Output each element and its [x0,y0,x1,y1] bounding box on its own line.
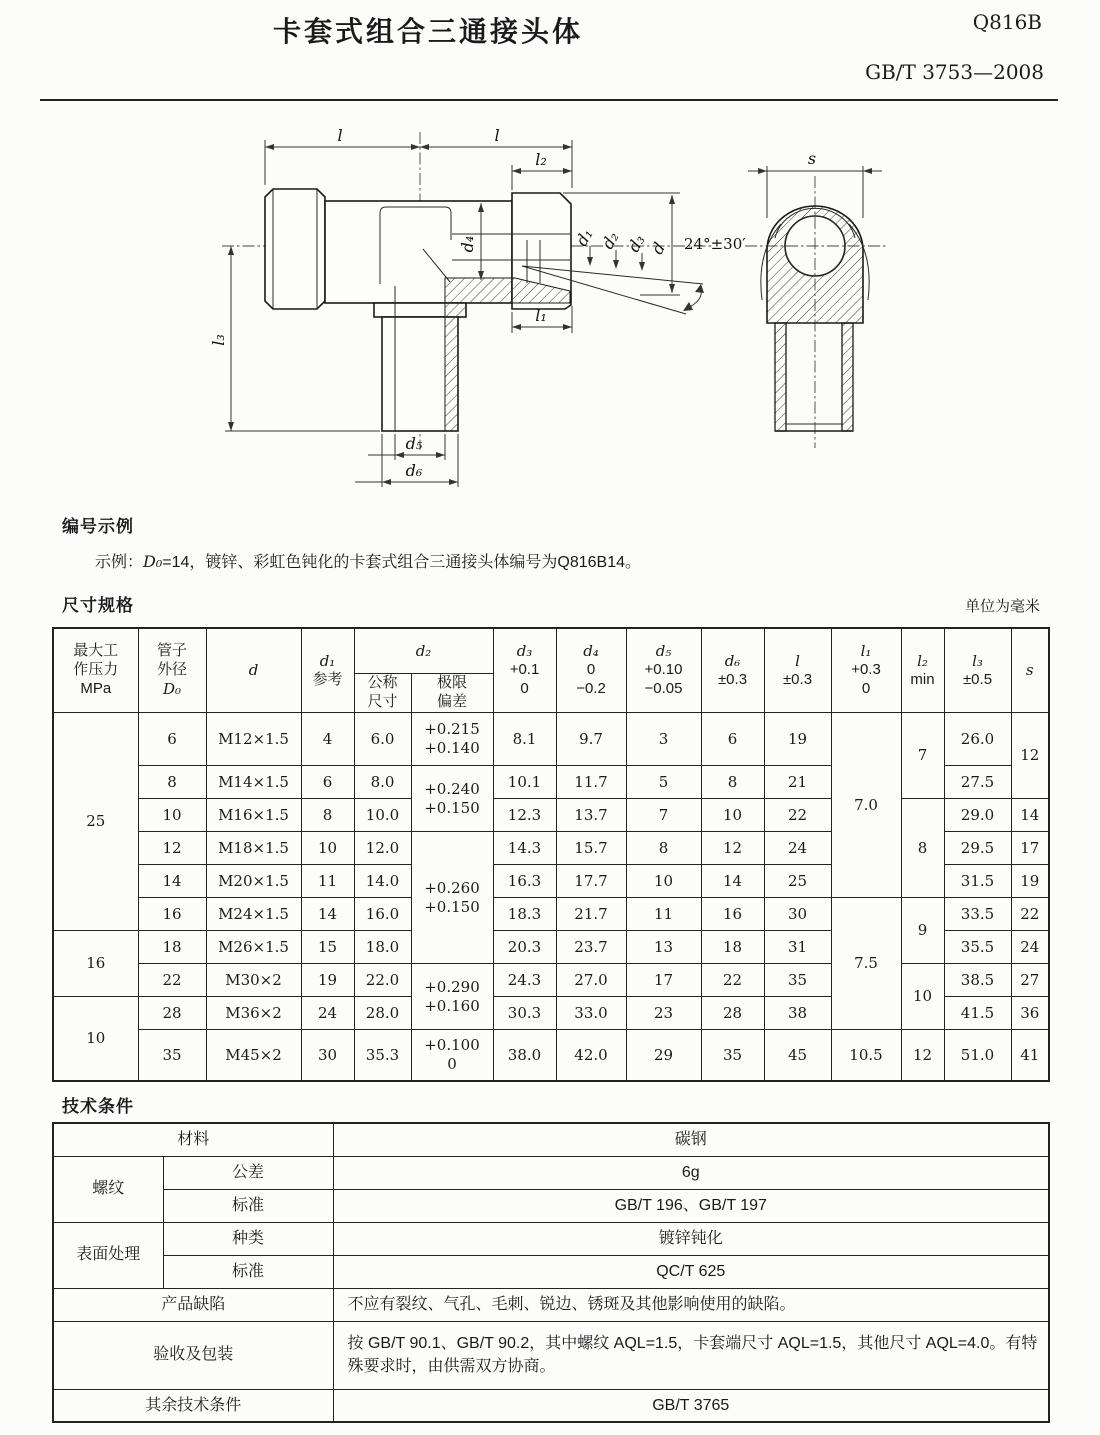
page-title: 卡套式组合三通接头体 [272,16,584,47]
tech-row-thread-tolerance [53,1156,1049,1189]
cell-l: 25 [764,865,831,898]
value-other-conditions: GB/T 3765 [333,1389,1049,1422]
dim-label-l-right: l [494,126,500,145]
col-header-d5: d₅ +0.10 −0.05 [626,628,701,713]
dim-label-d5: d₅ [405,434,423,453]
tech-conditions-heading: 技术条件 [62,1097,134,1116]
dim-label-l3: l₃ [209,334,228,346]
cell-l: 45 [764,1030,831,1082]
dim-label-d6: d₆ [405,461,423,480]
cell-d3: 8.1 [493,713,556,766]
cell-d4: 23.7 [556,931,626,964]
cell-l1: 7.5 [831,898,901,1030]
cell-d1: 8 [301,799,354,832]
cell-d: M30×2 [206,964,301,997]
dim-label-d: d [647,239,670,258]
dim-label-d1: d₁ [571,225,597,250]
cell-l3: 41.5 [944,997,1011,1030]
cell-d2-dev: +0.215 +0.140 [411,713,493,766]
cell-d6: 28 [701,997,764,1030]
left-nut [265,189,325,309]
numbering-example-heading: 编号示例 [62,517,134,536]
cell-d1: 4 [301,713,354,766]
cell-l: 38 [764,997,831,1030]
cell-d4: 9.7 [556,713,626,766]
cell-d1: 30 [301,1030,354,1082]
cell-d5: 8 [626,832,701,865]
value-product-defects: 不应有裂纹、气孔、毛刺、锐边、锈斑及其他影响使用的缺陷。 [333,1288,1049,1321]
side-view [745,149,888,448]
header-rule [40,99,1058,101]
cell-d2-nom: 6.0 [354,713,411,766]
cell-d1: 10 [301,832,354,865]
col-header-l1: l₁ +0.3 0 [831,628,901,713]
cell-d1: 15 [301,931,354,964]
example-body: =14，镀锌、彩虹色钝化的卡套式组合三通接头体编号为Q816B14。 [162,554,642,571]
cell-d1: 19 [301,964,354,997]
cell-d4: 11.7 [556,766,626,799]
cell-l: 19 [764,713,831,766]
cell-d: M24×1.5 [206,898,301,931]
cell-l: 24 [764,832,831,865]
cell-d6: 12 [701,832,764,865]
col-header-d3: d₃ +0.1 0 [493,628,556,713]
cell-d5: 29 [626,1030,701,1082]
cell-s: 19 [1011,865,1049,898]
cell-d: M45×2 [206,1030,301,1082]
cell-d0: 10 [138,799,206,832]
cell-d0: 35 [138,1030,206,1082]
value-material: 碳钢 [333,1123,1049,1156]
tech-row-surface-type [53,1222,1049,1255]
cell-d3: 20.3 [493,931,556,964]
cell-s: 41 [1011,1030,1049,1082]
col-header-l2: l₂ min [901,628,944,713]
cell-d2-dev: +0.260 +0.150 [411,832,493,964]
cell-d5: 11 [626,898,701,931]
label-thread-standard: 标准 [163,1189,333,1222]
cell-d4: 33.0 [556,997,626,1030]
cell-l: 22 [764,799,831,832]
cell-d4: 17.7 [556,865,626,898]
cell-d2-nom: 35.3 [354,1030,411,1082]
spec-row [53,713,1049,766]
dim-label-d2: d₂ [597,228,623,253]
cell-d0: 6 [138,713,206,766]
label-type: 种类 [163,1222,333,1255]
cell-s: 17 [1011,832,1049,865]
col-header-d: d [206,628,301,713]
cell-d1: 6 [301,766,354,799]
cell-d1: 24 [301,997,354,1030]
cell-d0: 12 [138,832,206,865]
cell-d2-nom: 16.0 [354,898,411,931]
cell-d5: 3 [626,713,701,766]
cell-l2: 7 [901,713,944,799]
cell-d0: 8 [138,766,206,799]
cell-d4: 21.7 [556,898,626,931]
cell-s: 12 [1011,713,1049,799]
cell-d5: 5 [626,766,701,799]
label-tolerance: 公差 [163,1156,333,1189]
tech-row-surface-standard [53,1255,1049,1288]
value-inspection-packing: 按 GB/T 90.1、GB/T 90.2，其中螺纹 AQL=1.5，卡套端尺寸 AQL=1.5，其他尺寸 AQL=4.0。有特殊要求时，由供需双方协商。 [333,1321,1049,1389]
value-surface-standard: QC/T 625 [333,1255,1049,1288]
label-other-conditions: 其余技术条件 [53,1389,333,1422]
cell-d2-dev: +0.100 0 [411,1030,493,1082]
cell-d: M18×1.5 [206,832,301,865]
cell-l3: 29.0 [944,799,1011,832]
cell-d3: 30.3 [493,997,556,1030]
main-view [222,132,746,450]
col-header-d0: 管子 外径 D₀ [138,628,206,713]
cell-l2: 12 [901,1030,944,1082]
tech-row-thread-standard [53,1189,1049,1222]
cell-d2-nom: 14.0 [354,865,411,898]
cell-mpa: 16 [53,931,138,997]
label-product-defects: 产品缺陷 [53,1288,333,1321]
cell-d0: 16 [138,898,206,931]
part-code: Q816B [972,10,1042,34]
cell-s: 24 [1011,931,1049,964]
cell-d0: 14 [138,865,206,898]
cell-d4: 27.0 [556,964,626,997]
cell-mpa: 10 [53,997,138,1082]
tech-row-inspection [53,1321,1049,1389]
col-header-d2-deviation: 极限 偏差 [411,674,493,713]
cell-l2: 10 [901,964,944,1030]
cell-d1: 11 [301,865,354,898]
cell-d3: 14.3 [493,832,556,865]
value-thread-standard: GB/T 196、GB/T 197 [333,1189,1049,1222]
label-surface-standard: 标准 [163,1255,333,1288]
example-prefix: 示例： [95,554,144,571]
cell-d5: 17 [626,964,701,997]
label-inspection-packing: 验收及包装 [53,1321,333,1389]
cell-d: M12×1.5 [206,713,301,766]
cell-d6: 14 [701,865,764,898]
col-header-l: l ±0.3 [764,628,831,713]
cell-d6: 18 [701,931,764,964]
standard-number: GB/T 3753—2008 [865,60,1044,84]
cell-d3: 24.3 [493,964,556,997]
cell-d3: 38.0 [493,1030,556,1082]
col-header-mpa: 最大工 作压力 MPa [53,628,138,713]
dim-label-l2: l₂ [535,150,547,169]
cell-d2-nom: 18.0 [354,931,411,964]
section-hatch [445,278,570,431]
spec-table [52,627,1050,1082]
cell-s: 22 [1011,898,1049,931]
cell-d6: 16 [701,898,764,931]
col-header-d2: d₂ [354,628,493,674]
cell-d6: 22 [701,964,764,997]
cell-d0: 28 [138,997,206,1030]
cell-d: M20×1.5 [206,865,301,898]
cell-d4: 15.7 [556,832,626,865]
value-tolerance: 6g [333,1156,1049,1189]
cell-d3: 16.3 [493,865,556,898]
numbering-example-text [95,549,641,572]
cell-l3: 38.5 [944,964,1011,997]
cell-l2: 9 [901,898,944,964]
angle-label: 24°±30′ [684,235,746,253]
stem-wall-left [775,323,786,431]
cell-d3: 12.3 [493,799,556,832]
tech-row-defects [53,1288,1049,1321]
cell-d5: 7 [626,799,701,832]
spec-heading: 尺寸规格 [62,596,134,615]
cell-d: M36×2 [206,997,301,1030]
cell-l3: 31.5 [944,865,1011,898]
cell-d0: 22 [138,964,206,997]
cell-l3: 29.5 [944,832,1011,865]
dim-label-d3: d₃ [623,231,649,256]
cell-d2-nom: 10.0 [354,799,411,832]
cell-l2: 8 [901,799,944,898]
stem-wall-right [842,323,853,431]
cell-l3: 33.5 [944,898,1011,931]
col-header-d6: d₆ ±0.3 [701,628,764,713]
cell-d1: 14 [301,898,354,931]
col-header-d2-nominal: 公称 尺寸 [354,674,411,713]
cell-d6: 10 [701,799,764,832]
cell-d5: 23 [626,997,701,1030]
cell-d6: 6 [701,713,764,766]
dim-label-d4: d₄ [458,235,477,253]
cell-d6: 8 [701,766,764,799]
cell-d4: 42.0 [556,1030,626,1082]
spec-header-row-1 [53,628,1049,674]
cell-d2-dev: +0.240 +0.150 [411,766,493,832]
label-surface-treatment: 表面处理 [53,1222,163,1288]
dim-label-s: s [807,149,817,168]
example-symbol: D₀ [143,552,163,571]
cell-d: M26×1.5 [206,931,301,964]
cell-d5: 13 [626,931,701,964]
tech-row-other [53,1389,1049,1422]
cell-d3: 18.3 [493,898,556,931]
cell-d4: 13.7 [556,799,626,832]
cell-l: 31 [764,931,831,964]
col-header-l3: l₃ ±0.5 [944,628,1011,713]
tech-conditions-table [52,1122,1050,1423]
cell-s: 14 [1011,799,1049,832]
label-thread: 螺纹 [53,1156,163,1222]
cell-l: 30 [764,898,831,931]
spec-row [53,898,1049,931]
cell-d6: 35 [701,1030,764,1082]
cell-l3: 26.0 [944,713,1011,766]
col-header-d1: d₁ 参考 [301,628,354,713]
dim-label-l-left: l [337,126,343,145]
unit-note: 单位为毫米 [964,598,1040,615]
cell-d: M16×1.5 [206,799,301,832]
cell-d2-dev: +0.290 +0.160 [411,964,493,1030]
cell-l1: 7.0 [831,713,901,898]
cell-d3: 10.1 [493,766,556,799]
cell-d: M14×1.5 [206,766,301,799]
col-header-s: s [1011,628,1049,713]
dim-label-l1: l₁ [535,306,547,325]
cell-d5: 10 [626,865,701,898]
cell-l: 21 [764,766,831,799]
cell-l: 35 [764,964,831,997]
value-type: 镀锌钝化 [333,1222,1049,1255]
cell-l1: 10.5 [831,1030,901,1082]
cell-d0: 18 [138,931,206,964]
cell-d2-nom: 8.0 [354,766,411,799]
cell-l3: 35.5 [944,931,1011,964]
cell-l3: 27.5 [944,766,1011,799]
cell-d2-nom: 12.0 [354,832,411,865]
cell-l3: 51.0 [944,1030,1011,1082]
cell-mpa: 25 [53,713,138,931]
cell-s: 27 [1011,964,1049,997]
cell-d2-nom: 28.0 [354,997,411,1030]
cell-d2-nom: 22.0 [354,964,411,997]
col-header-d4: d₄ 0 −0.2 [556,628,626,713]
tech-row-material [53,1123,1049,1156]
cell-s: 36 [1011,997,1049,1030]
label-material: 材料 [53,1123,333,1156]
spec-row [53,1030,1049,1082]
technical-drawing [0,103,1100,505]
